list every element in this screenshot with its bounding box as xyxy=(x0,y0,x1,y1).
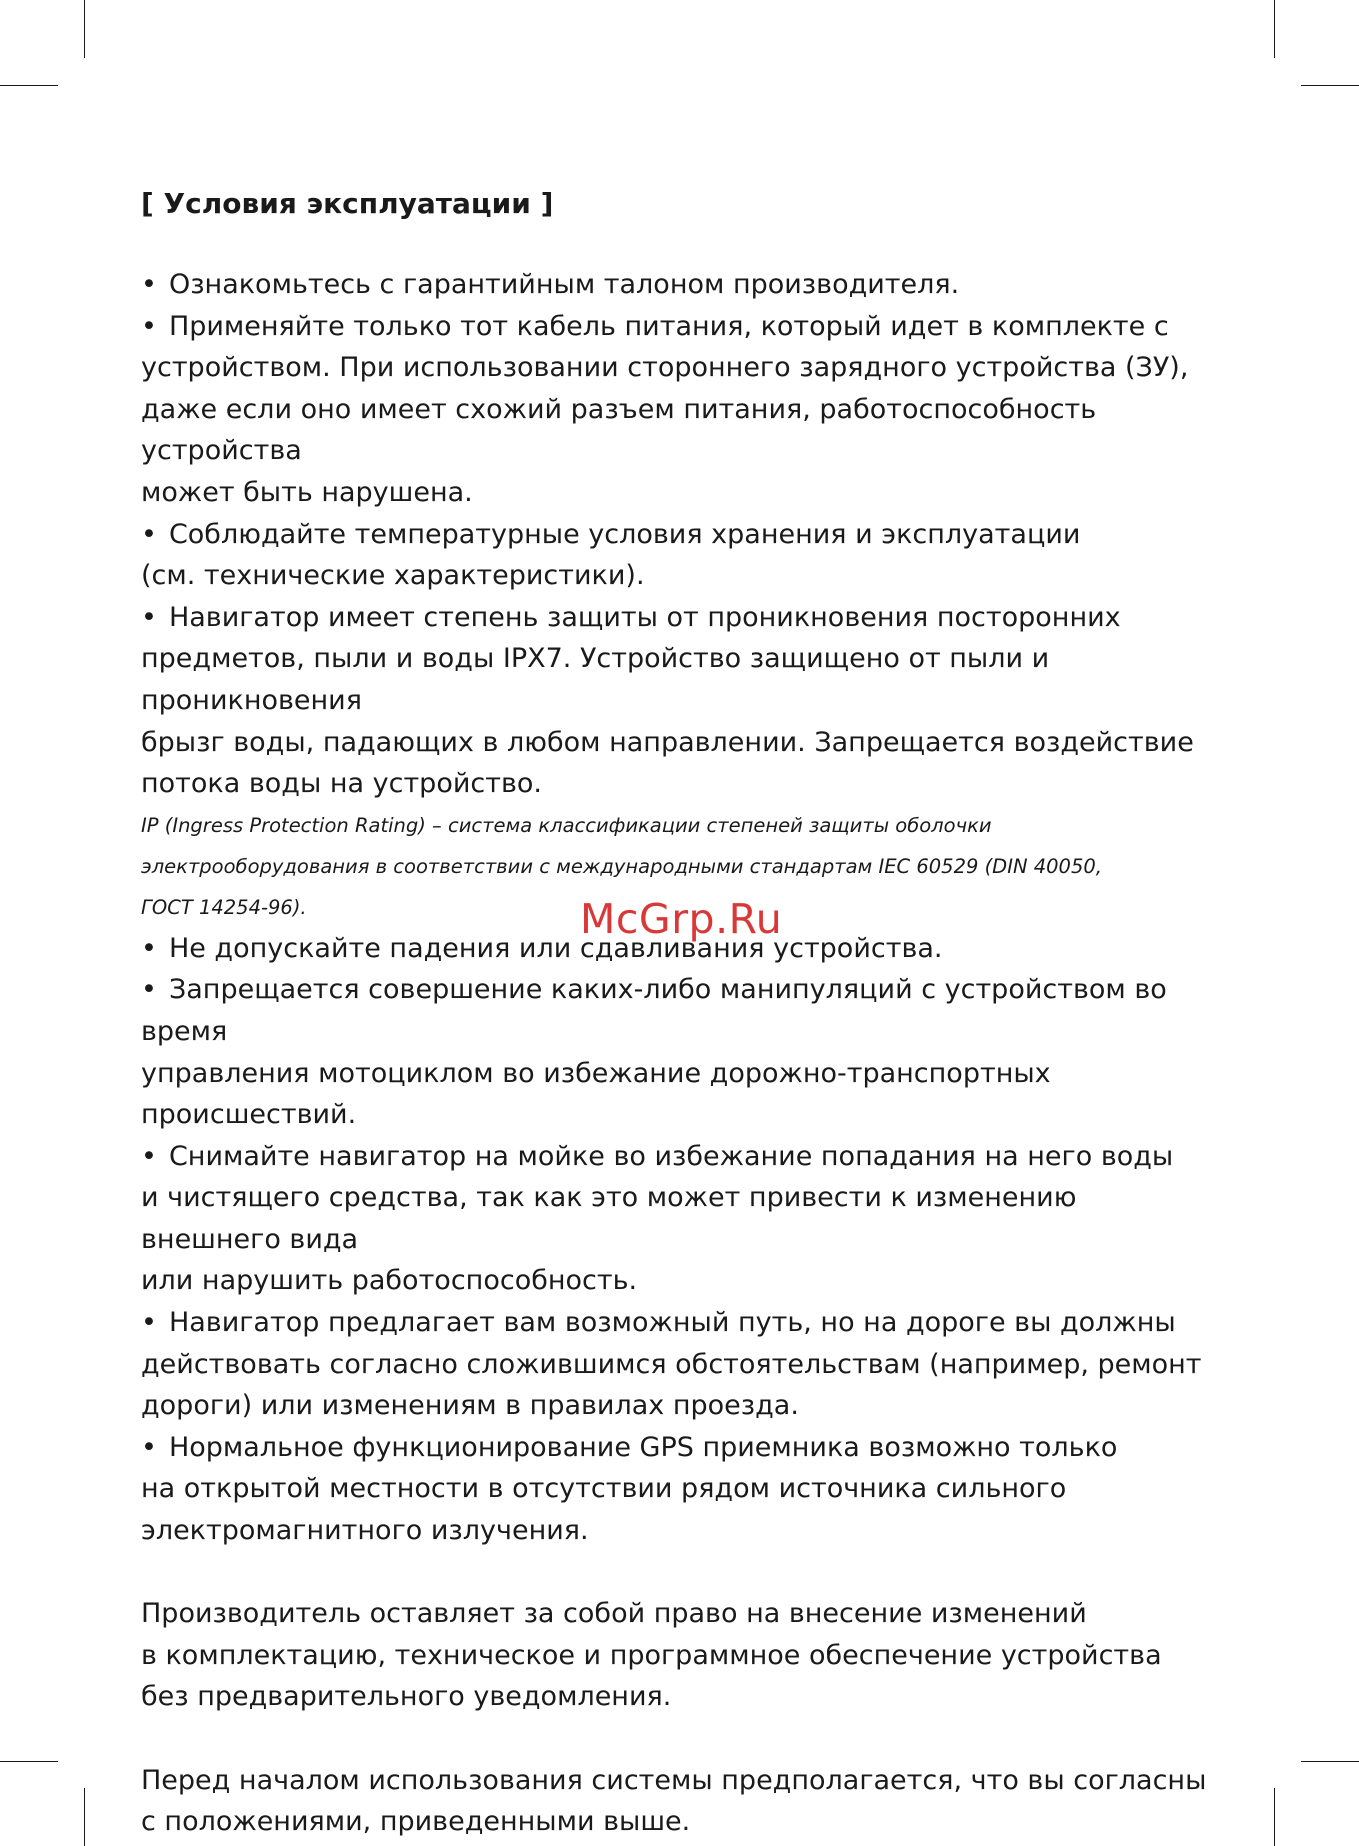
bullet-marker: • xyxy=(141,1140,157,1172)
section-title: [ Условия эксплуатации ] xyxy=(141,187,554,220)
bullet-list-b xyxy=(141,928,1221,1552)
bullet-item xyxy=(141,264,1221,306)
crop-mark-top-right-vertical xyxy=(1274,0,1275,58)
bullet-marker: • xyxy=(141,974,157,1006)
bullet-item xyxy=(141,1136,1221,1302)
bullet-text: Соблюдайте температурные условия хранения и эксплуатации (см. технические характеристики). xyxy=(141,518,1081,592)
disclaimer-paragraph: Производитель оставляет за собой право на внесение изменений в комплектацию, техническое и программное обеспечение устройства без предварительного уведомления. xyxy=(141,1598,1162,1713)
ip-rating-note: IP (Ingress Protection Rating) – система классификации степеней защиты оболочки электрооборудования в соответствии с международными стандартам IEC 60529 (DIN 40050, ГОСТ 14254-96). xyxy=(141,813,1102,919)
watermark-logo: McGrp.Ru xyxy=(580,895,783,943)
bullet-text: Запрещается совершение каких-либо манипуляций с устройством во время управления мотоциклом во избежание дорожно-транспортных происшествий. xyxy=(141,974,1167,1131)
bullet-marker: • xyxy=(141,601,157,633)
bullet-item xyxy=(141,1427,1221,1552)
bullet-text: Снимайте навигатор на мойке во избежание попадания на него воды и чистящего средства, так как это может привести к изменению внешнего вида или нарушить работоспособность. xyxy=(141,1140,1174,1297)
paragraph-gap xyxy=(141,1552,1221,1594)
bullet-marker: • xyxy=(141,1307,157,1339)
bullet-text: Не допускайте падения или сдавливания устройства. xyxy=(168,932,943,964)
bullet-marker: • xyxy=(141,310,157,342)
crop-mark-top-left-vertical xyxy=(84,0,85,58)
bullet-text: Нормальное функционирование GPS приемника возможно только на открытой местности в отсутствии рядом источника сильного электромагнитного излучения. xyxy=(141,1431,1118,1547)
bullet-text: Навигатор предлагает вам возможный путь, но на дороге вы должны действовать согласно сложившимся обстоятельствам (например, ремонт дороги) или изменениям в правилах проезда. xyxy=(141,1307,1202,1422)
bullet-item xyxy=(141,969,1221,1135)
bullet-text: Ознакомьтесь с гарантийным талоном производителя. xyxy=(168,269,960,300)
crop-mark-bottom-right-horizontal xyxy=(1301,1761,1359,1762)
bullet-text: Навигатор имеет степень защиты от проникновения посторонних предметов, пыли и воды IPX7. Устройство защищено от пыли и проникновения брызг воды, падающих в любом направлении. Запрещается воздействие потока воды на устройство. xyxy=(141,601,1194,800)
bullet-item xyxy=(141,514,1221,597)
paragraph-gap xyxy=(141,1718,1221,1760)
document-page xyxy=(141,182,1221,1843)
bullet-item xyxy=(141,306,1221,514)
crop-mark-bottom-left-horizontal xyxy=(0,1761,58,1762)
bullet-marker: • xyxy=(141,932,157,964)
bullet-marker: • xyxy=(141,269,157,300)
crop-mark-top-right-horizontal xyxy=(1301,85,1359,86)
bullet-marker: • xyxy=(141,1431,157,1463)
bullet-marker: • xyxy=(141,518,157,550)
crop-mark-bottom-left-vertical xyxy=(84,1788,85,1846)
bullet-item xyxy=(141,1302,1221,1427)
bullet-text: Применяйте только тот кабель питания, который идет в комплекте с устройством. При использовании стороннего зарядного устройства (ЗУ), даже если оно имеет схожий разъем питания, работоспособность устройства может быть нарушена. xyxy=(141,310,1189,508)
bullet-item xyxy=(141,597,1221,805)
bullet-list-a xyxy=(141,264,1221,805)
crop-mark-bottom-right-vertical xyxy=(1274,1788,1275,1846)
crop-mark-top-left-horizontal xyxy=(0,85,58,86)
agreement-paragraph: Перед началом использования системы предполагается, что вы согласны с положениями, приведенными выше. xyxy=(141,1764,1207,1838)
